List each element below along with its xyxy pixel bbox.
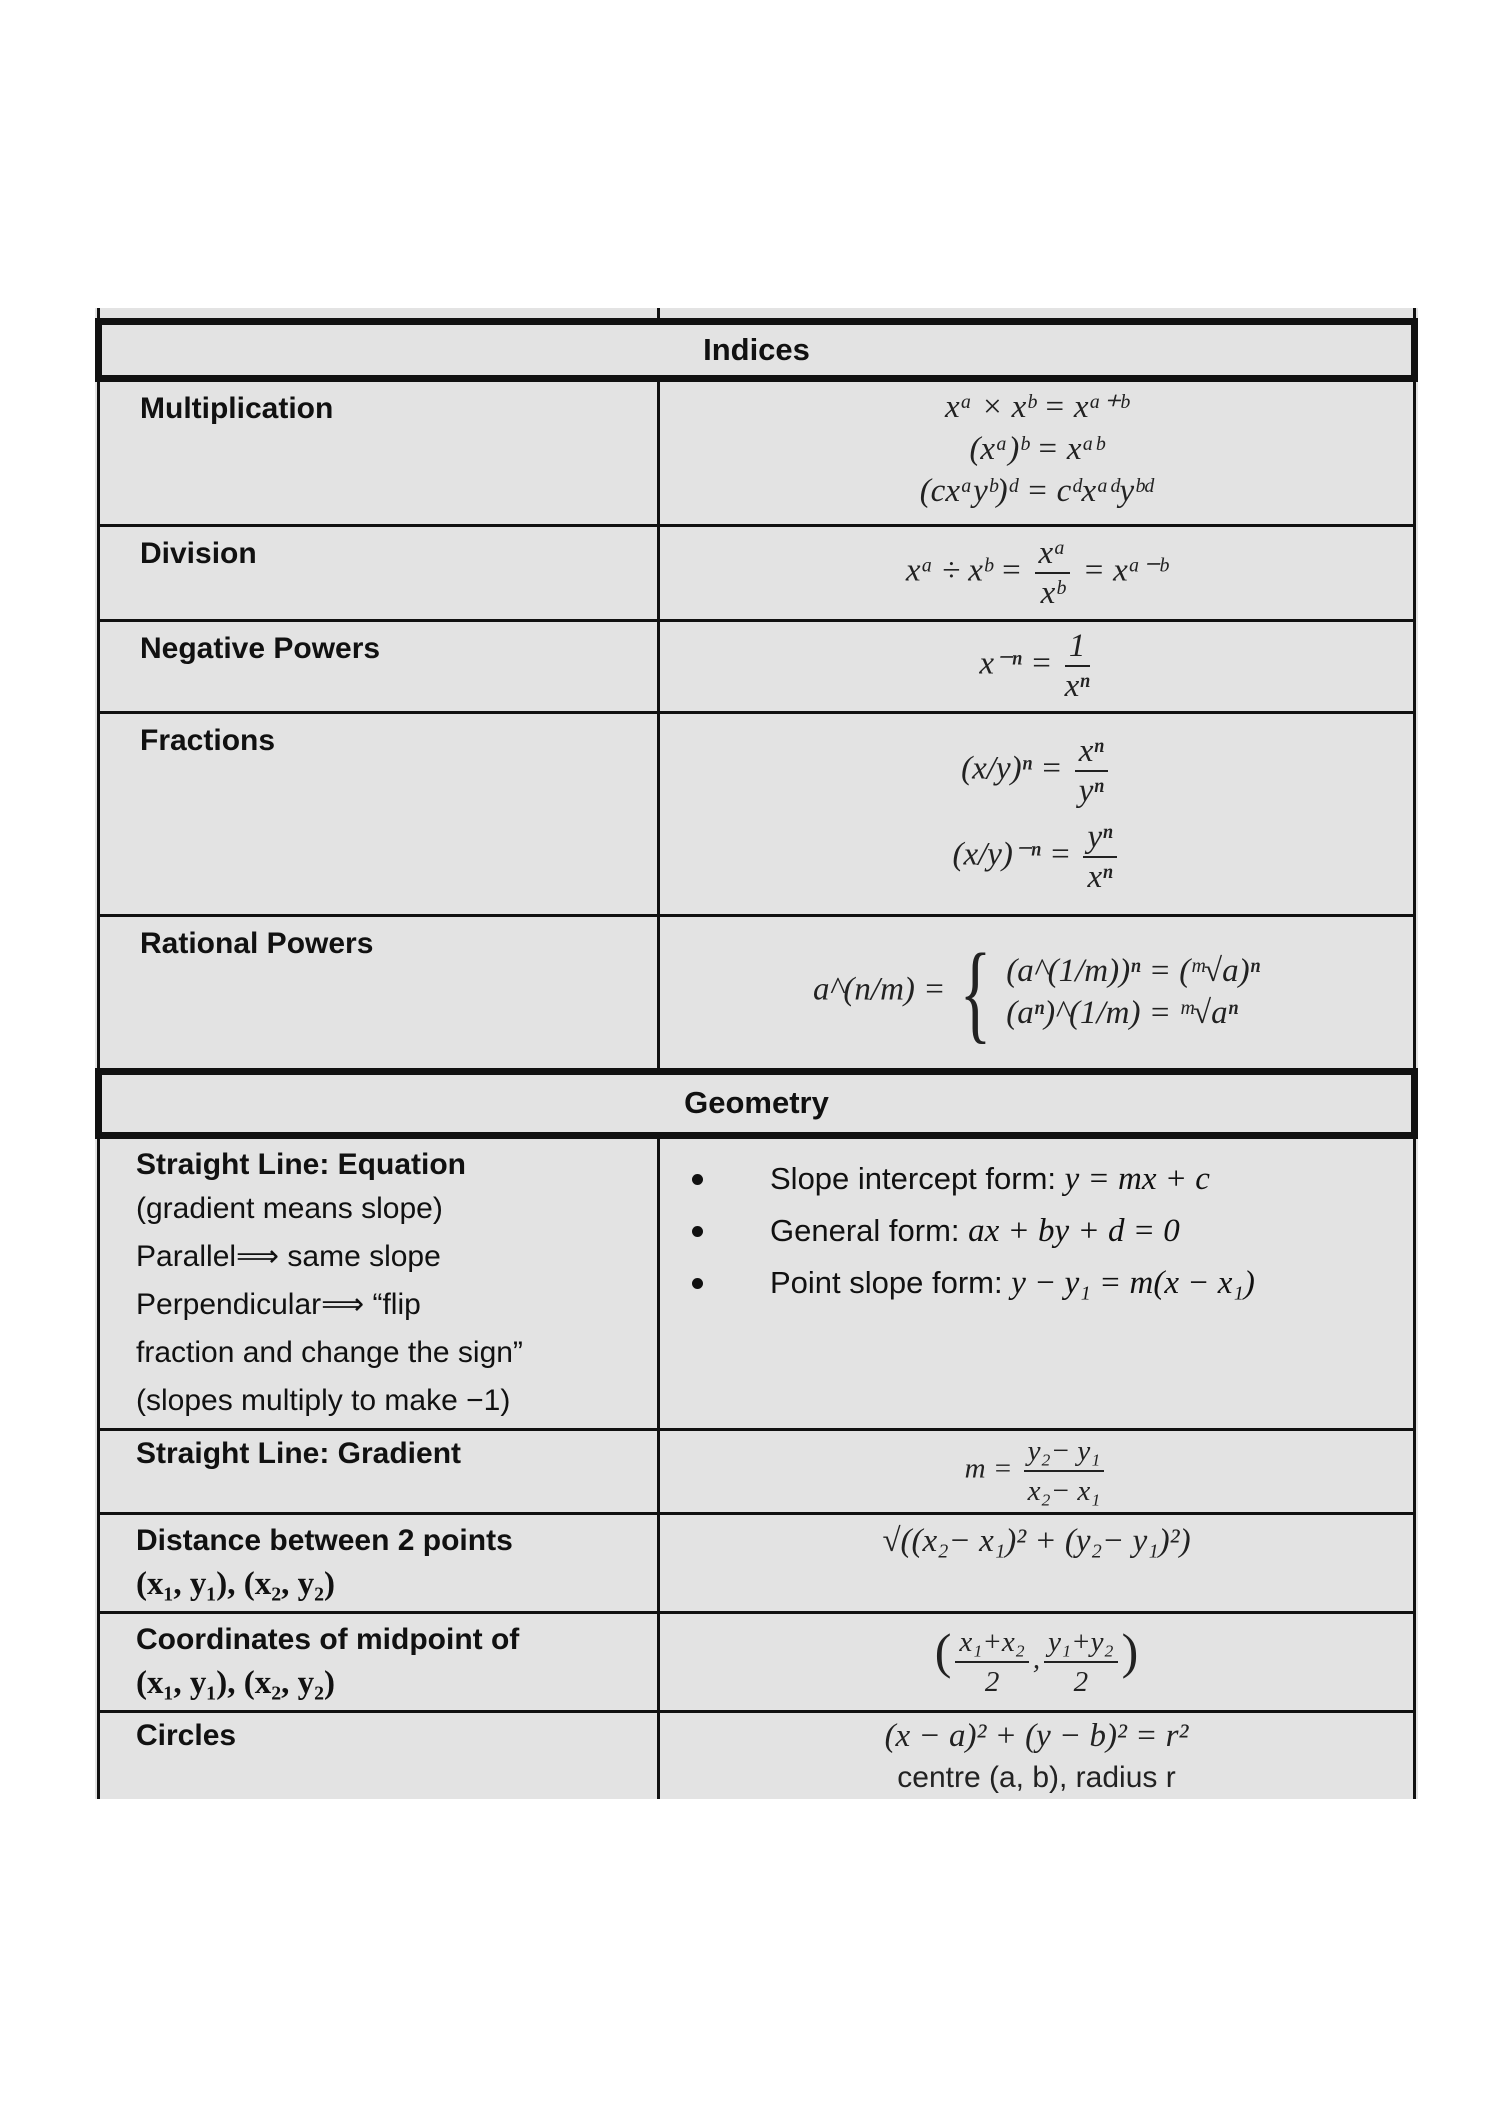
denominator: 2 xyxy=(1073,1665,1089,1698)
bullet-math: ax + by + d = 0 xyxy=(968,1212,1180,1249)
row-label: Straight Line: Equation xyxy=(136,1147,466,1181)
row-label: Fractions xyxy=(99,712,659,915)
bullet-text: Slope intercept form: xyxy=(770,1160,1065,1196)
row-label: Straight Line: Gradient xyxy=(99,1429,659,1513)
bullet-text: Point slope form: xyxy=(770,1264,1012,1300)
row-label: Multiplication xyxy=(99,378,659,525)
row-label: Negative Powers xyxy=(99,620,659,712)
formula-case: (a^(1/m))ⁿ = (ᵐ√a)ⁿ xyxy=(1006,953,1261,989)
formula-table xyxy=(95,308,1418,1799)
denominator: 2 xyxy=(984,1665,1000,1698)
note: Parallel⟹ same slope xyxy=(136,1239,441,1273)
table-row xyxy=(99,525,1415,620)
formula-rhs: = xᵃ⁻ᵇ xyxy=(1082,552,1168,589)
table-row xyxy=(99,712,1415,915)
formula: √((x₂− x₁)² + (y₂− y₁)²) xyxy=(882,1522,1191,1559)
fraction xyxy=(1065,627,1090,705)
fraction xyxy=(1024,1432,1105,1510)
bullet-math: y = mx + c xyxy=(1064,1160,1210,1197)
row-label: Division xyxy=(99,525,659,620)
denominator: x₂− x₁ xyxy=(1027,1475,1101,1507)
table-row xyxy=(99,1513,1415,1612)
denominator: yⁿ xyxy=(1078,772,1104,809)
formula: (cxᵃyᵇ)ᵈ = cᵈxᵃᵈyᵇᵈ xyxy=(919,472,1154,509)
note: (slopes multiply to make −1) xyxy=(136,1383,511,1417)
numerator: yⁿ xyxy=(1083,818,1116,858)
row-label: Coordinates of midpoint of xyxy=(136,1622,520,1656)
list-item xyxy=(730,1257,1413,1309)
table-row xyxy=(99,378,1415,525)
note: Perpendicular⟹ “flip xyxy=(136,1287,421,1321)
formula-case: (aⁿ)^(1/m) = ᵐ√aⁿ xyxy=(1006,995,1239,1031)
numerator: y₂− y₁ xyxy=(1024,1432,1105,1472)
geometry-header: Geometry xyxy=(99,1071,1415,1135)
denominator: xᵇ xyxy=(1040,574,1065,611)
fraction xyxy=(1075,732,1108,810)
line-forms-list xyxy=(660,1153,1413,1309)
row-label: Rational Powers xyxy=(99,915,659,1071)
numerator: xᵃ xyxy=(1035,534,1071,574)
formula-lhs: a^(n/m) = xyxy=(812,971,946,1008)
denominator: xⁿ xyxy=(1064,668,1090,704)
table-row xyxy=(99,1429,1415,1513)
formula: (x − a)² + (y − b)² = r² xyxy=(884,1717,1189,1754)
numerator: xⁿ xyxy=(1075,732,1108,772)
cases xyxy=(1006,950,1260,1034)
formula: (xᵃ)ᵇ = xᵃᵇ xyxy=(969,430,1104,467)
formula-lhs: x⁻ⁿ = xyxy=(979,645,1053,682)
formula-lhs: m = xyxy=(964,1452,1013,1485)
numerator: y₁+y₂ xyxy=(1044,1623,1117,1663)
table-row xyxy=(99,1711,1415,1799)
table-row: Coordinates of midpoint of (x₁, y₁), (x₂, y₂) ( $\frac{\text{x₁+x₂}}{2}$ , $\frac{\text{y₁+y₂}}{2}$ ) xyxy=(99,1612,1415,1711)
indices-header: Indices xyxy=(99,321,1415,378)
formula-lhs: (x/y)ⁿ = xyxy=(961,750,1063,787)
formula-sheet xyxy=(95,308,1418,1799)
fraction xyxy=(1035,534,1071,612)
list-item xyxy=(730,1205,1413,1257)
note: (gradient means slope) xyxy=(136,1191,443,1225)
formula-note: centre (a, b), radius r xyxy=(897,1760,1176,1794)
note: fraction and change the sign” xyxy=(136,1335,523,1369)
points-label: (x₁, y₁), (x₂, y₂) xyxy=(136,1664,336,1701)
numerator: x₁+x₂ xyxy=(955,1623,1028,1663)
fraction xyxy=(1083,818,1116,896)
formula: xᵃ × xᵇ = xᵃ⁺ᵇ xyxy=(945,388,1128,425)
bullet-math: y − y₁ = m(x − x₁) xyxy=(1011,1264,1255,1301)
denominator: xⁿ xyxy=(1087,858,1113,895)
formula-lhs: xᵃ ÷ xᵇ = xyxy=(905,552,1023,589)
row-label: Distance between 2 points xyxy=(136,1523,513,1557)
cut-off-row xyxy=(99,308,1415,321)
fraction xyxy=(1044,1623,1117,1701)
list-item xyxy=(730,1153,1413,1205)
table-row xyxy=(99,915,1415,1071)
fraction xyxy=(955,1623,1028,1701)
numerator: 1 xyxy=(1065,627,1090,667)
formula-lhs: (x/y)⁻ⁿ = xyxy=(952,836,1072,873)
table-row xyxy=(99,620,1415,712)
row-label: Circles xyxy=(99,1711,659,1799)
bullet-text: General form: xyxy=(770,1212,969,1248)
table-row xyxy=(99,1135,1415,1429)
brace-icon: { xyxy=(959,931,992,1053)
points-label: (x₁, y₁), (x₂, y₂) xyxy=(136,1565,336,1602)
